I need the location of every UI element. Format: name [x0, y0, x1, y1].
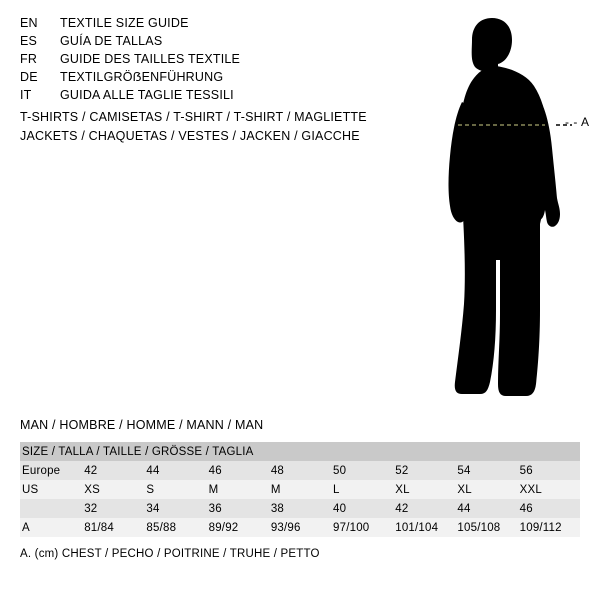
language-row [20, 70, 380, 88]
cell-value: 93/96 [269, 518, 331, 537]
cell-value: XXL [518, 480, 580, 499]
cell-value: 36 [207, 499, 269, 518]
cell-value: 54 [455, 461, 517, 480]
language-code: IT [20, 88, 32, 102]
cell-value: 40 [331, 499, 393, 518]
cell-value: 85/88 [144, 518, 206, 537]
table-group-title: MAN / HOMBRE / HOMME / MANN / MAN [20, 418, 264, 432]
row-label-blank [20, 499, 82, 518]
cell-value: 48 [269, 461, 331, 480]
language-text: TEXTILE SIZE GUIDE [60, 16, 189, 30]
measure-label-a: - - A [565, 115, 590, 129]
language-row [20, 34, 380, 52]
category-line-tshirts: T-SHIRTS / CAMISETAS / T-SHIRT / T-SHIRT / MAGLIETTE [20, 110, 367, 124]
language-row [20, 52, 380, 70]
language-text: TEXTILGRÖẞENFÜHRUNG [60, 70, 224, 84]
language-code: ES [20, 34, 38, 48]
cell-value: 56 [518, 461, 580, 480]
language-code: DE [20, 70, 38, 84]
table-row [20, 499, 580, 518]
cell-value: L [331, 480, 393, 499]
cell-value: 34 [144, 499, 206, 518]
figure-illustration [400, 10, 600, 405]
language-guide-block [20, 16, 380, 106]
language-code: EN [20, 16, 38, 30]
cell-value: 44 [144, 461, 206, 480]
row-label-europe: Europe [20, 461, 82, 480]
row-label-us: US [20, 480, 82, 499]
language-text: GUIDA ALLE TAGLIE TESSILI [60, 88, 234, 102]
language-code: FR [20, 52, 38, 66]
table-header-label: SIZE / TALLA / TAILLE / GRÖSSE / TAGLIA [20, 442, 580, 461]
cell-value: 46 [207, 461, 269, 480]
cell-value: 32 [82, 499, 144, 518]
category-line-jackets: JACKETS / CHAQUETAS / VESTES / JACKEN / GIACCHE [20, 129, 360, 143]
category-block [20, 110, 420, 148]
cell-value: 44 [455, 499, 517, 518]
table-row [20, 518, 580, 537]
cell-value: 109/112 [518, 518, 580, 537]
language-text: GUIDE DES TAILLES TEXTILE [60, 52, 241, 66]
language-row [20, 88, 380, 106]
table-row [20, 480, 580, 499]
cell-value: M [207, 480, 269, 499]
language-row [20, 16, 380, 34]
cell-value: 38 [269, 499, 331, 518]
cell-value: S [144, 480, 206, 499]
size-table [20, 442, 580, 537]
cell-value: 101/104 [393, 518, 455, 537]
cell-value: M [269, 480, 331, 499]
cell-value: 46 [518, 499, 580, 518]
cell-value: XS [82, 480, 144, 499]
cell-value: XL [455, 480, 517, 499]
row-label-a: A [20, 518, 82, 537]
cell-value: 42 [82, 461, 144, 480]
cell-value: XL [393, 480, 455, 499]
table-footnote: A. (cm) CHEST / PECHO / POITRINE / TRUHE / PETTO [20, 548, 320, 560]
male-torso-silhouette-icon [400, 10, 600, 405]
cell-value: 97/100 [331, 518, 393, 537]
cell-value: 52 [393, 461, 455, 480]
cell-value: 42 [393, 499, 455, 518]
cell-value: 105/108 [455, 518, 517, 537]
table-row [20, 461, 580, 480]
table-header-row [20, 442, 580, 461]
cell-value: 50 [331, 461, 393, 480]
cell-value: 81/84 [82, 518, 144, 537]
language-text: GUÍA DE TALLAS [60, 34, 163, 48]
cell-value: 89/92 [207, 518, 269, 537]
